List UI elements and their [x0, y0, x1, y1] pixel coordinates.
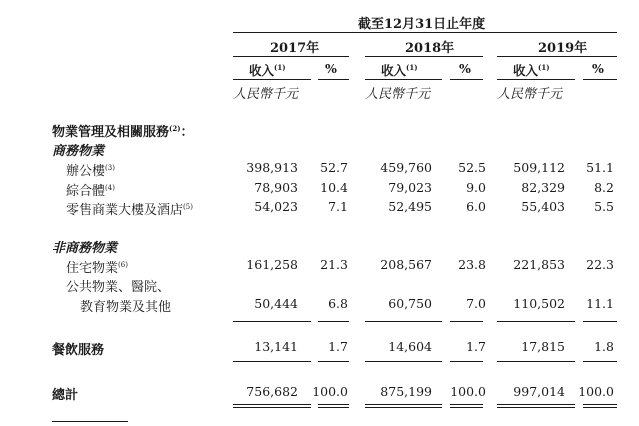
row-label-office: [66, 160, 115, 179]
row-label-public-line2: 教育物業及其他: [80, 300, 172, 315]
value-cell-complex: 79,023: [388, 180, 432, 195]
revenue-note: (1): [274, 63, 286, 72]
catering-bottom-rule: [583, 361, 617, 362]
value-cell-public-education: 11.1: [586, 296, 614, 311]
value-cell-office: 509,112: [513, 160, 565, 175]
row-label-complex: [66, 180, 115, 199]
percent-header-2017: %: [325, 61, 337, 76]
value-cell-office: 51.1: [586, 160, 614, 175]
section-title-colon: ：: [180, 125, 194, 140]
catering-top-rule: [450, 321, 483, 322]
catering-top-rule: [318, 321, 349, 322]
value-cell-residential: 23.8: [458, 257, 486, 272]
revenue-note: (1): [538, 63, 550, 72]
total-double-rule: [233, 404, 311, 408]
row-label-total: 總計: [52, 388, 79, 403]
percent-rule-2019: [583, 79, 617, 80]
value-cell-public-education: 50,444: [254, 296, 298, 311]
value-cell-total: 997,014: [513, 384, 565, 399]
row-label-text: 辦公樓: [66, 164, 106, 179]
revenue-label: 收入: [513, 63, 539, 78]
total-double-rule: [450, 404, 483, 408]
value-cell-retail-hotel: 54,023: [254, 199, 298, 214]
percent-rule-2018: [450, 79, 483, 80]
value-cell-office: 52.7: [320, 160, 348, 175]
unit-label-2018: 人民幣千元: [365, 87, 431, 102]
revenue-rule-2018: [365, 79, 442, 80]
total-double-rule: [318, 404, 349, 408]
value-cell-residential: 22.3: [586, 257, 614, 272]
percent-rule-2017: [318, 79, 349, 80]
value-cell-residential: 208,567: [380, 257, 432, 272]
value-cell-catering: 17,815: [521, 339, 565, 354]
row-label-text: 零售商業大樓及酒店: [66, 203, 184, 218]
revenue-header-2019: [513, 61, 550, 79]
value-cell-complex: 82,329: [521, 180, 565, 195]
revenue-rule-2017: [233, 79, 311, 80]
row-label-note: (6): [118, 261, 128, 269]
value-cell-residential: 21.3: [320, 257, 348, 272]
revenue-label: 收入: [381, 63, 407, 78]
percent-header-2019: %: [592, 61, 604, 76]
catering-bottom-rule: [318, 361, 349, 362]
revenue-note: (1): [406, 63, 418, 72]
period-header: 截至12月31日止年度: [358, 17, 486, 32]
value-cell-total: 100.0: [312, 384, 348, 399]
value-cell-catering: 1.7: [466, 339, 486, 354]
total-double-rule: [583, 404, 617, 408]
row-label-retail-hotel: [66, 199, 193, 218]
row-label-text: 綜合體: [66, 184, 106, 199]
value-cell-office: 459,760: [380, 160, 432, 175]
revenue-header-2017: [249, 61, 286, 79]
group-title-noncommercial: 非商務物業: [52, 241, 118, 256]
section-title: [52, 121, 194, 140]
section-title-note: (2): [169, 124, 181, 133]
catering-top-rule: [365, 321, 442, 322]
total-double-rule: [497, 404, 575, 408]
year-2018-header: 2018年: [405, 41, 455, 56]
row-label-catering: 餐飲服務: [52, 343, 105, 358]
value-cell-complex: 10.4: [320, 180, 348, 195]
unit-label-2019: 人民幣千元: [497, 87, 563, 102]
year-2018-rule: [365, 56, 483, 57]
value-cell-public-education: 110,502: [513, 296, 565, 311]
value-cell-total: 100.0: [450, 384, 486, 399]
value-cell-retail-hotel: 5.5: [594, 199, 614, 214]
year-2019-header: 2019年: [538, 41, 588, 56]
value-cell-complex: 78,903: [254, 180, 298, 195]
row-label-note: (4): [105, 184, 115, 192]
value-cell-residential: 161,258: [246, 257, 298, 272]
unit-label-2017: 人民幣千元: [233, 87, 299, 102]
value-cell-public-education: 60,750: [388, 296, 432, 311]
catering-bottom-rule: [450, 361, 483, 362]
catering-top-rule: [233, 321, 311, 322]
catering-top-rule: [583, 321, 617, 322]
row-label-text: 住宅物業: [66, 261, 119, 276]
value-cell-public-education: 6.8: [328, 296, 348, 311]
year-2019-rule: [497, 56, 617, 57]
value-cell-retail-hotel: 55,403: [521, 199, 565, 214]
value-cell-residential: 221,853: [513, 257, 565, 272]
year-2017-header: 2017年: [270, 41, 320, 56]
value-cell-retail-hotel: 7.1: [328, 199, 348, 214]
period-header-rule: [233, 32, 617, 33]
catering-top-rule: [497, 321, 575, 322]
row-label-residential: [66, 257, 128, 276]
value-cell-complex: 8.2: [594, 180, 614, 195]
value-cell-catering: 1.8: [594, 339, 614, 354]
catering-bottom-rule: [233, 361, 311, 362]
footnote-rule: [52, 421, 128, 422]
total-double-rule: [365, 404, 442, 408]
row-label-note: (5): [183, 203, 193, 211]
value-cell-retail-hotel: 6.0: [466, 199, 486, 214]
value-cell-catering: 14,604: [388, 339, 432, 354]
value-cell-public-education: 7.0: [466, 296, 486, 311]
value-cell-total: 875,199: [380, 384, 432, 399]
year-2017-rule: [233, 56, 349, 57]
value-cell-total: 756,682: [246, 384, 298, 399]
value-cell-catering: 1.7: [328, 339, 348, 354]
value-cell-total: 100.0: [578, 384, 614, 399]
row-label-note: (3): [105, 164, 115, 172]
value-cell-complex: 9.0: [466, 180, 486, 195]
group-title-commercial: 商務物業: [52, 144, 105, 159]
value-cell-catering: 13,141: [254, 339, 298, 354]
row-label-public-line1: 公共物業、醫院、: [66, 280, 171, 295]
revenue-label: 收入: [249, 63, 275, 78]
catering-bottom-rule: [365, 361, 442, 362]
revenue-header-2018: [381, 61, 418, 79]
value-cell-office: 52.5: [458, 160, 486, 175]
catering-bottom-rule: [497, 361, 575, 362]
section-title-text: 物業管理及相關服務: [52, 125, 170, 140]
percent-header-2018: %: [459, 61, 471, 76]
revenue-rule-2019: [497, 79, 575, 80]
value-cell-office: 398,913: [246, 160, 298, 175]
value-cell-retail-hotel: 52,495: [388, 199, 432, 214]
